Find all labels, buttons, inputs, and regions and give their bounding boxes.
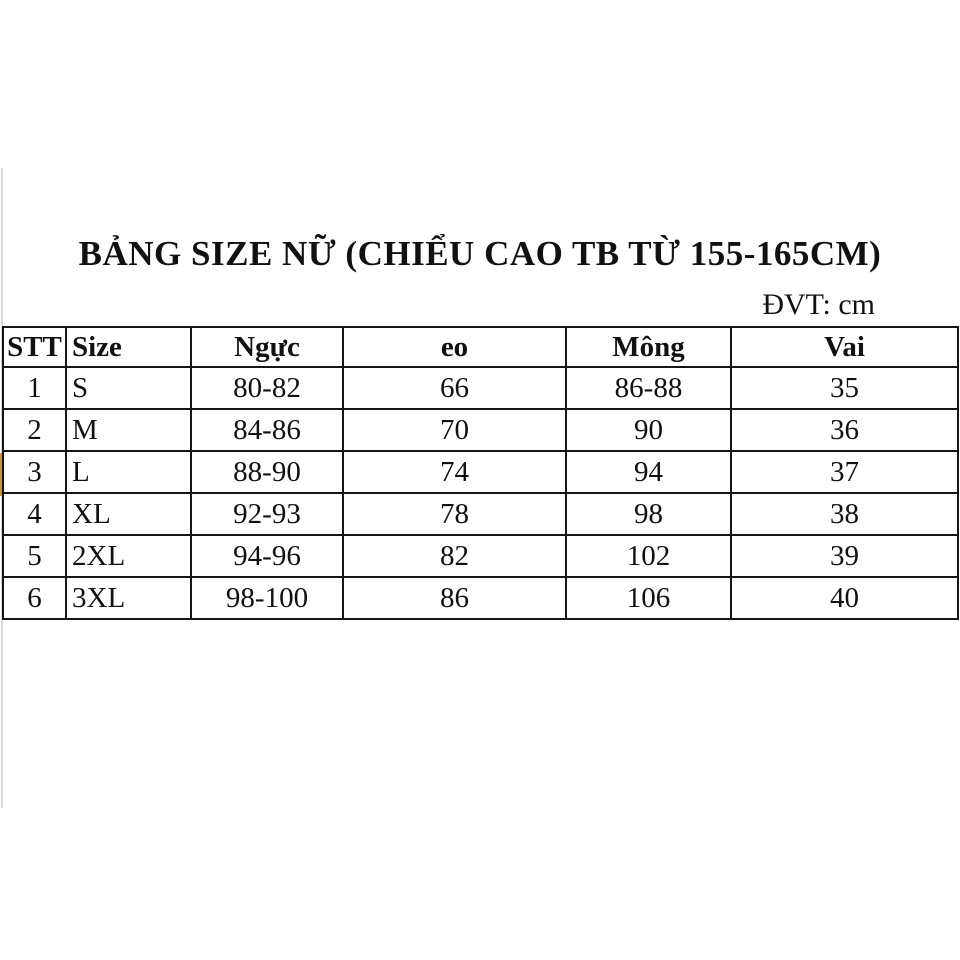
cell-vai: 35 xyxy=(731,367,958,409)
cell-nguc: 88-90 xyxy=(191,451,343,493)
header-row xyxy=(3,327,958,367)
cell-stt: 4 xyxy=(3,493,66,535)
cell-eo: 66 xyxy=(343,367,566,409)
unit-note: ĐVT: cm xyxy=(762,288,875,321)
cell-size: XL xyxy=(66,493,191,535)
cell-mong: 106 xyxy=(566,577,731,619)
column-header-eo: eo xyxy=(343,327,566,367)
cell-mong: 90 xyxy=(566,409,731,451)
cell-eo: 78 xyxy=(343,493,566,535)
cell-stt: 6 xyxy=(3,577,66,619)
cell-stt: 5 xyxy=(3,535,66,577)
cell-nguc: 92-93 xyxy=(191,493,343,535)
cell-vai: 38 xyxy=(731,493,958,535)
cell-vai: 36 xyxy=(731,409,958,451)
column-header-vai: Vai xyxy=(731,327,958,367)
cell-nguc: 98-100 xyxy=(191,577,343,619)
column-header-nguc: Ngực xyxy=(191,327,343,367)
cell-eo: 82 xyxy=(343,535,566,577)
cell-size: M xyxy=(66,409,191,451)
cell-mong: 102 xyxy=(566,535,731,577)
cell-eo: 86 xyxy=(343,577,566,619)
table-row xyxy=(3,409,958,451)
cell-vai: 37 xyxy=(731,451,958,493)
column-header-stt: STT xyxy=(3,327,66,367)
cell-stt: 1 xyxy=(3,367,66,409)
table-row xyxy=(3,367,958,409)
cell-nguc: 84-86 xyxy=(191,409,343,451)
cell-size: S xyxy=(66,367,191,409)
cell-nguc: 80-82 xyxy=(191,367,343,409)
cell-mong: 94 xyxy=(566,451,731,493)
cell-vai: 40 xyxy=(731,577,958,619)
column-header-size: Size xyxy=(66,327,191,367)
cell-size: 2XL xyxy=(66,535,191,577)
table-row xyxy=(3,535,958,577)
cell-stt: 2 xyxy=(3,409,66,451)
table-row xyxy=(3,451,958,493)
cell-size: 3XL xyxy=(66,577,191,619)
cell-nguc: 94-96 xyxy=(191,535,343,577)
cell-mong: 98 xyxy=(566,493,731,535)
cell-size: L xyxy=(66,451,191,493)
size-chart-table xyxy=(2,326,959,620)
cell-eo: 70 xyxy=(343,409,566,451)
page-title: BẢNG SIZE NỮ (CHIỂU CAO TB TỪ 155-165CM) xyxy=(78,234,882,273)
table-row xyxy=(3,577,958,619)
column-header-mong: Mông xyxy=(566,327,731,367)
cell-eo: 74 xyxy=(343,451,566,493)
cell-mong: 86-88 xyxy=(566,367,731,409)
cell-stt: 3 xyxy=(3,451,66,493)
cell-vai: 39 xyxy=(731,535,958,577)
table-row xyxy=(3,493,958,535)
